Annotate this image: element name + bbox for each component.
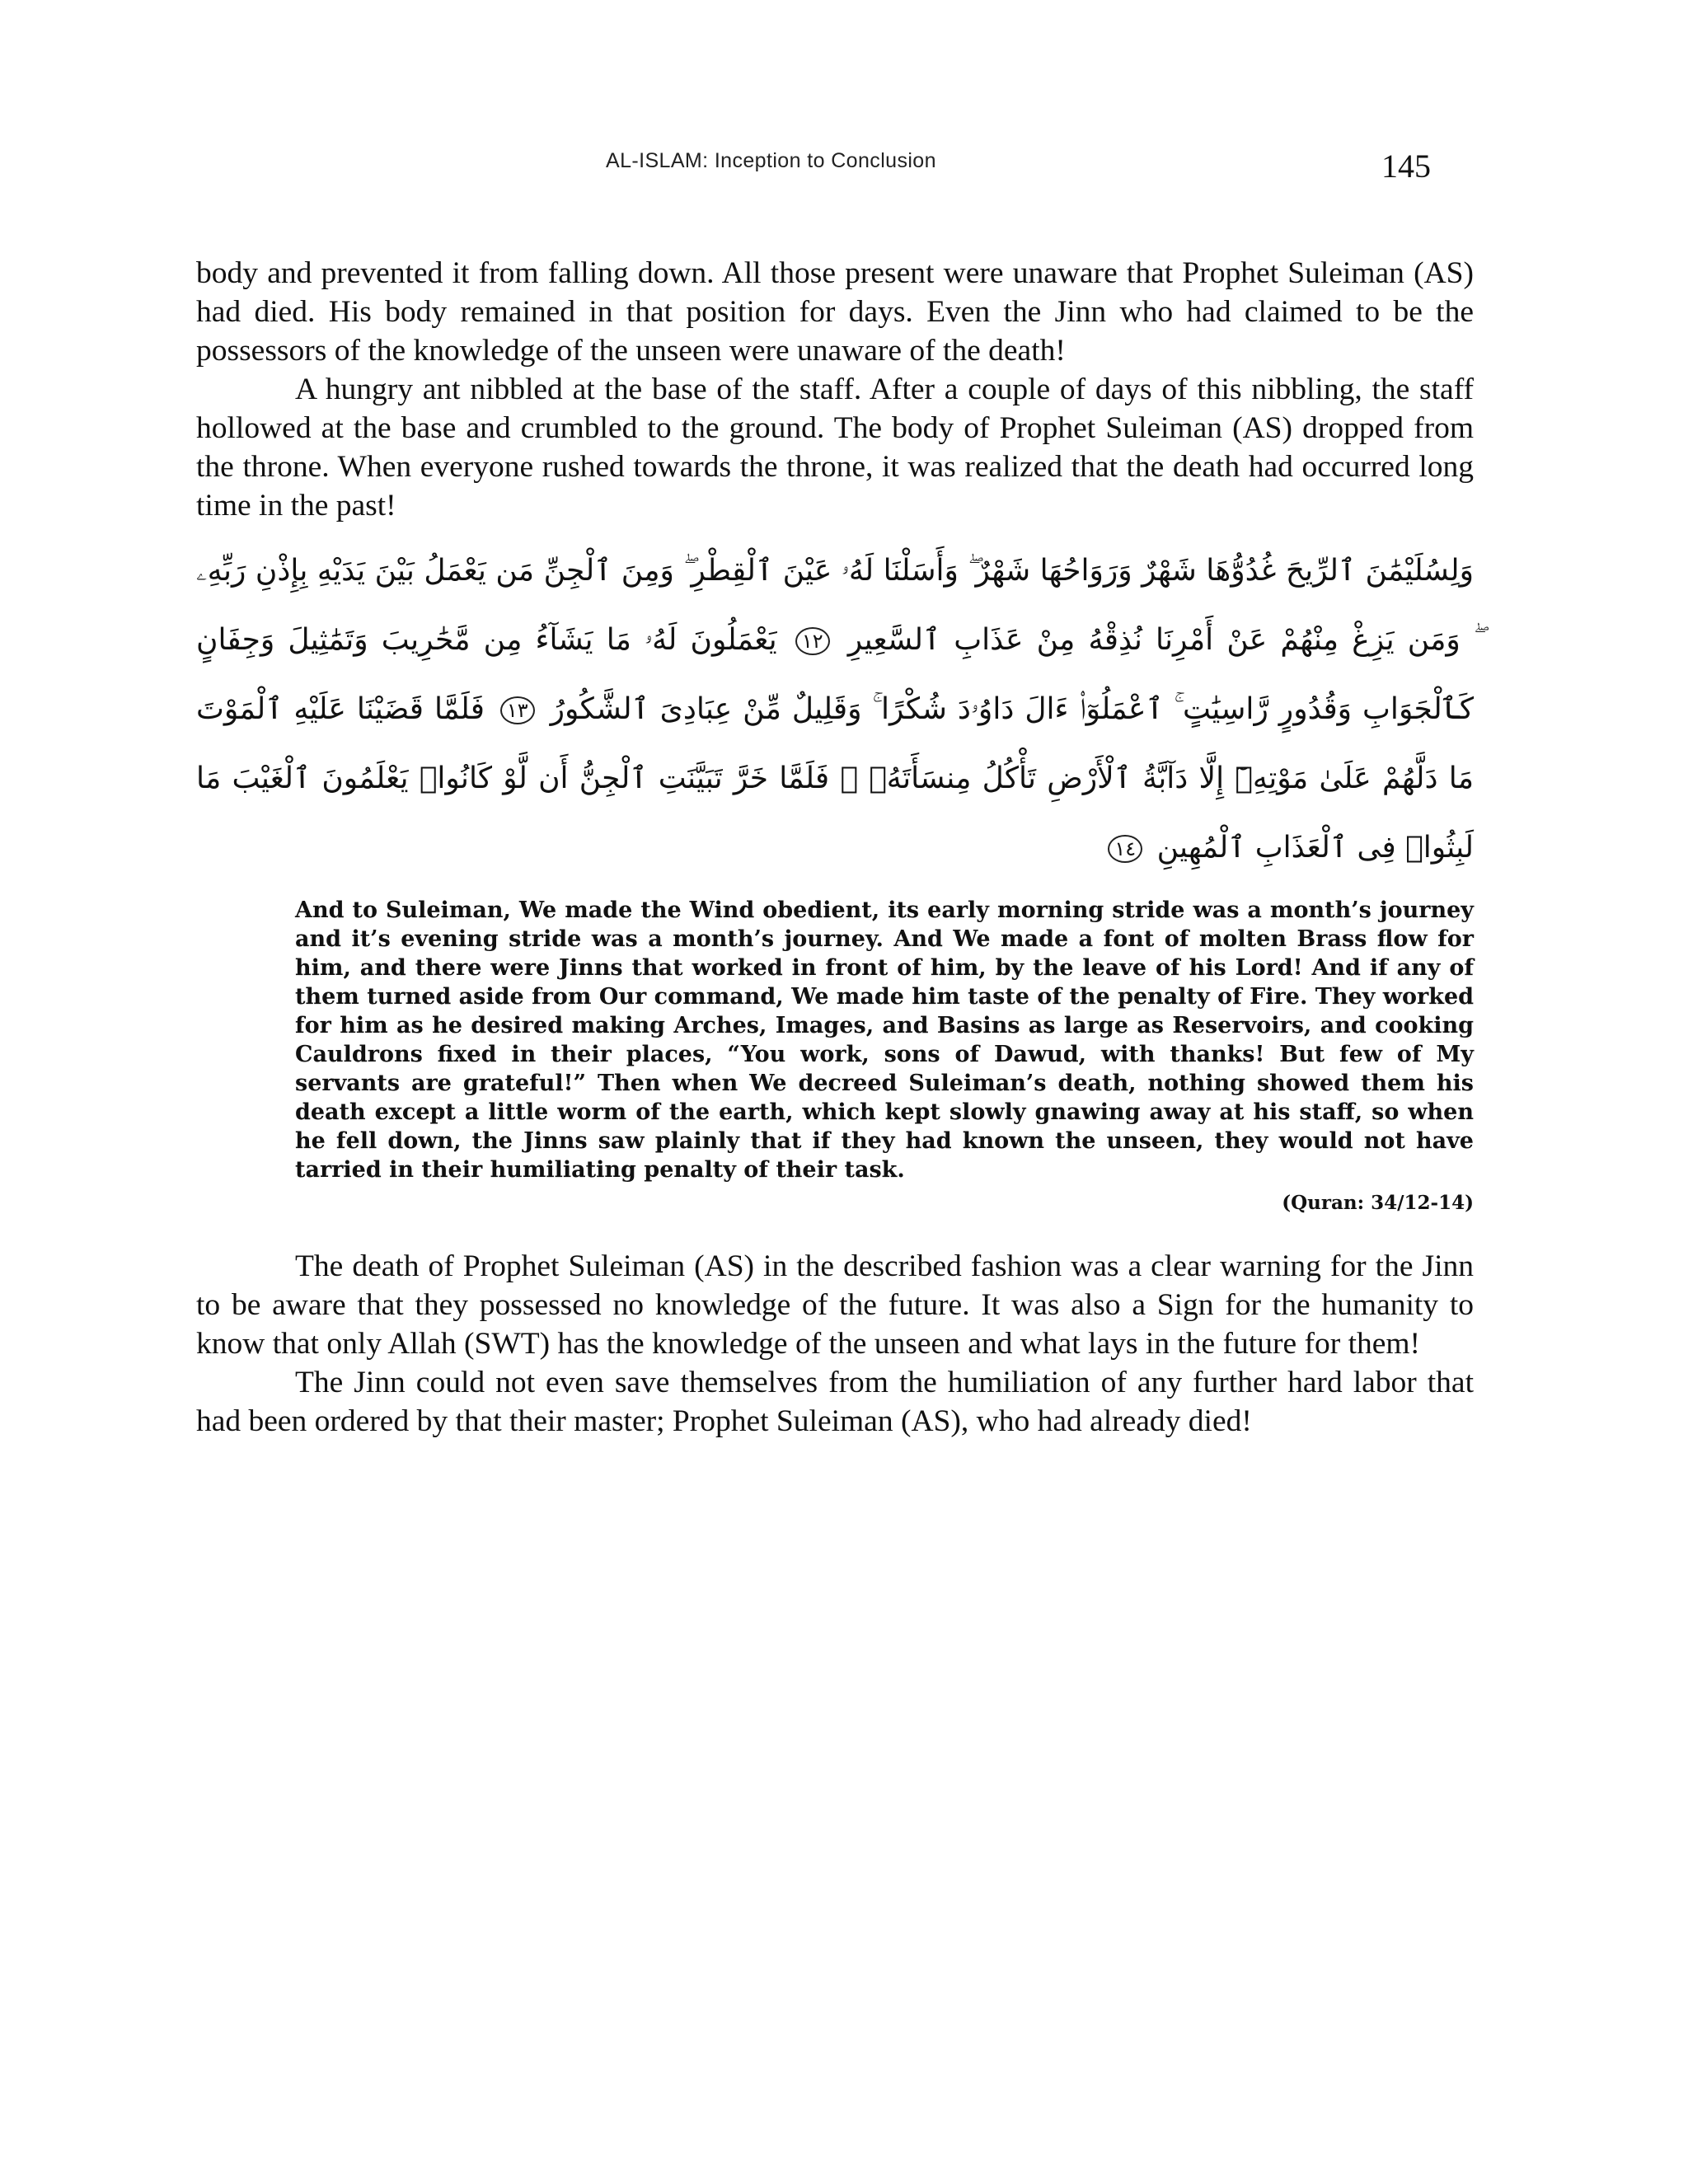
paragraph-4: The Jinn could not even save themselves from the humiliation of any further hard labor that had been ordered by that their master; Prophet Suleiman (AS), who had already died! (196, 1366, 1474, 1438)
arabic-quran-verses (196, 537, 1474, 883)
arabic-verse-13: يَعْمَلُونَ لَهُۥ مَا يَشَآءُ مِن مَّحَٰرِيبَ وَتَمَٰثِيلَ وَجِفَانٍ كَٱلْجَوَابِ وَقُدُورٍ رَّاسِيَٰتٍ ۚ ٱعْمَلُوٓا۟ ءَالَ دَاوُۥدَ شُكْرًا ۚ وَقَلِيلٌ مِّنْ عِبَادِىَ ٱلشَّكُورُ (196, 623, 1474, 726)
verse-translation: And to Suleiman, We made the Wind obedient, its early morning stride was a month’s journey and it’s evening stride was a month’s journey. And We made a font of molten Brass flow for him, and there were Jinns that worked in front of him, by the leave of his Lord! And if any of them turned aside from Our command, We made him taste of the penalty of Fire. They worked for him as he desired making Arches, Images, and Basins as large as Reservoirs, and cooking Cauldrons fixed in their places, “You work, sons of Dawud, with thanks! But few of My servants are grateful!” Then when We decreed Suleiman’s death, nothing showed them his death except a little worm of the earth, which kept slowly gnawing away at his staff, so when he fell down, the Jinns saw plainly that if they had known the unseen, they would not have tarried in their humiliating penalty of their task. (295, 898, 1474, 1183)
page-number: 145 (1381, 148, 1431, 185)
ayah-number-marker-13: ١٣ (500, 696, 535, 724)
ayah-number-marker-12: ١٢ (795, 627, 830, 655)
ayah-number-marker-14: ١٤ (1108, 835, 1142, 863)
arabic-verse-12: وَلِسُلَيْمَٰنَ ٱلرِّيحَ غُدُوُّهَا شَهْرٌ وَرَوَاحُهَا شَهْرٌ ۖ وَأَسَلْنَا لَهُۥ عَيْنَ ٱلْقِطْرِ ۖ وَمِنَ ٱلْجِنِّ مَن يَعْمَلُ بَيْنَ يَدَيْهِ بِإِذْنِ رَبِّهِۦ ۖ وَمَن يَزِغْ مِنْهُمْ عَنْ أَمْرِنَا نُذِقْهُ مِنْ عَذَابِ ٱلسَّعِيرِ (196, 554, 1474, 657)
paragraph-2: A hungry ant nibbled at the base of the staff. After a couple of days of this nibbling, the staff hollowed at the base and crumbled to the ground. The body of Prophet Suleiman (AS) dropped from the throne. When everyone rushed towards the throne, it was realized that the death had occurred long time in the past! (196, 373, 1474, 523)
page-body (196, 254, 1474, 1441)
paragraph-3: The death of Prophet Suleiman (AS) in the described fashion was a clear warning for the Jinn to be aware that they possessed no knowledge of the future. It was also a Sign for the humanity to know that only Allah (SWT) has the knowledge of the unseen and what lays in the future for them! (196, 1249, 1474, 1361)
paragraph-1: body and prevented it from falling down. All those present were unaware that Prophet Suleiman (AS) had died. His body remained in that position for days. Even the Jinn who had claimed to be the possessors of the knowledge of the unseen were unaware of the death! (196, 256, 1474, 368)
arabic-verse-14: فَلَمَّا قَضَيْنَا عَلَيْهِ ٱلْمَوْتَ مَا دَلَّهُمْ عَلَىٰ مَوْتِهِۦٓ إِلَّا دَآبَّةُ ٱلْأَرْضِ تَأْكُلُ مِنسَأَتَهُۥ ۖ فَلَمَّا خَرَّ تَبَيَّنَتِ ٱلْجِنُّ أَن لَّوْ كَانُوا۟ يَعْلَمُونَ ٱلْغَيْبَ مَا لَبِثُوا۟ فِى ٱلْعَذَابِ ٱلْمُهِينِ (196, 692, 1474, 865)
quran-reference: (Quran: 34/12-14) (1282, 1192, 1474, 1214)
running-header-title: AL-ISLAM: Inception to Conclusion (606, 149, 936, 172)
